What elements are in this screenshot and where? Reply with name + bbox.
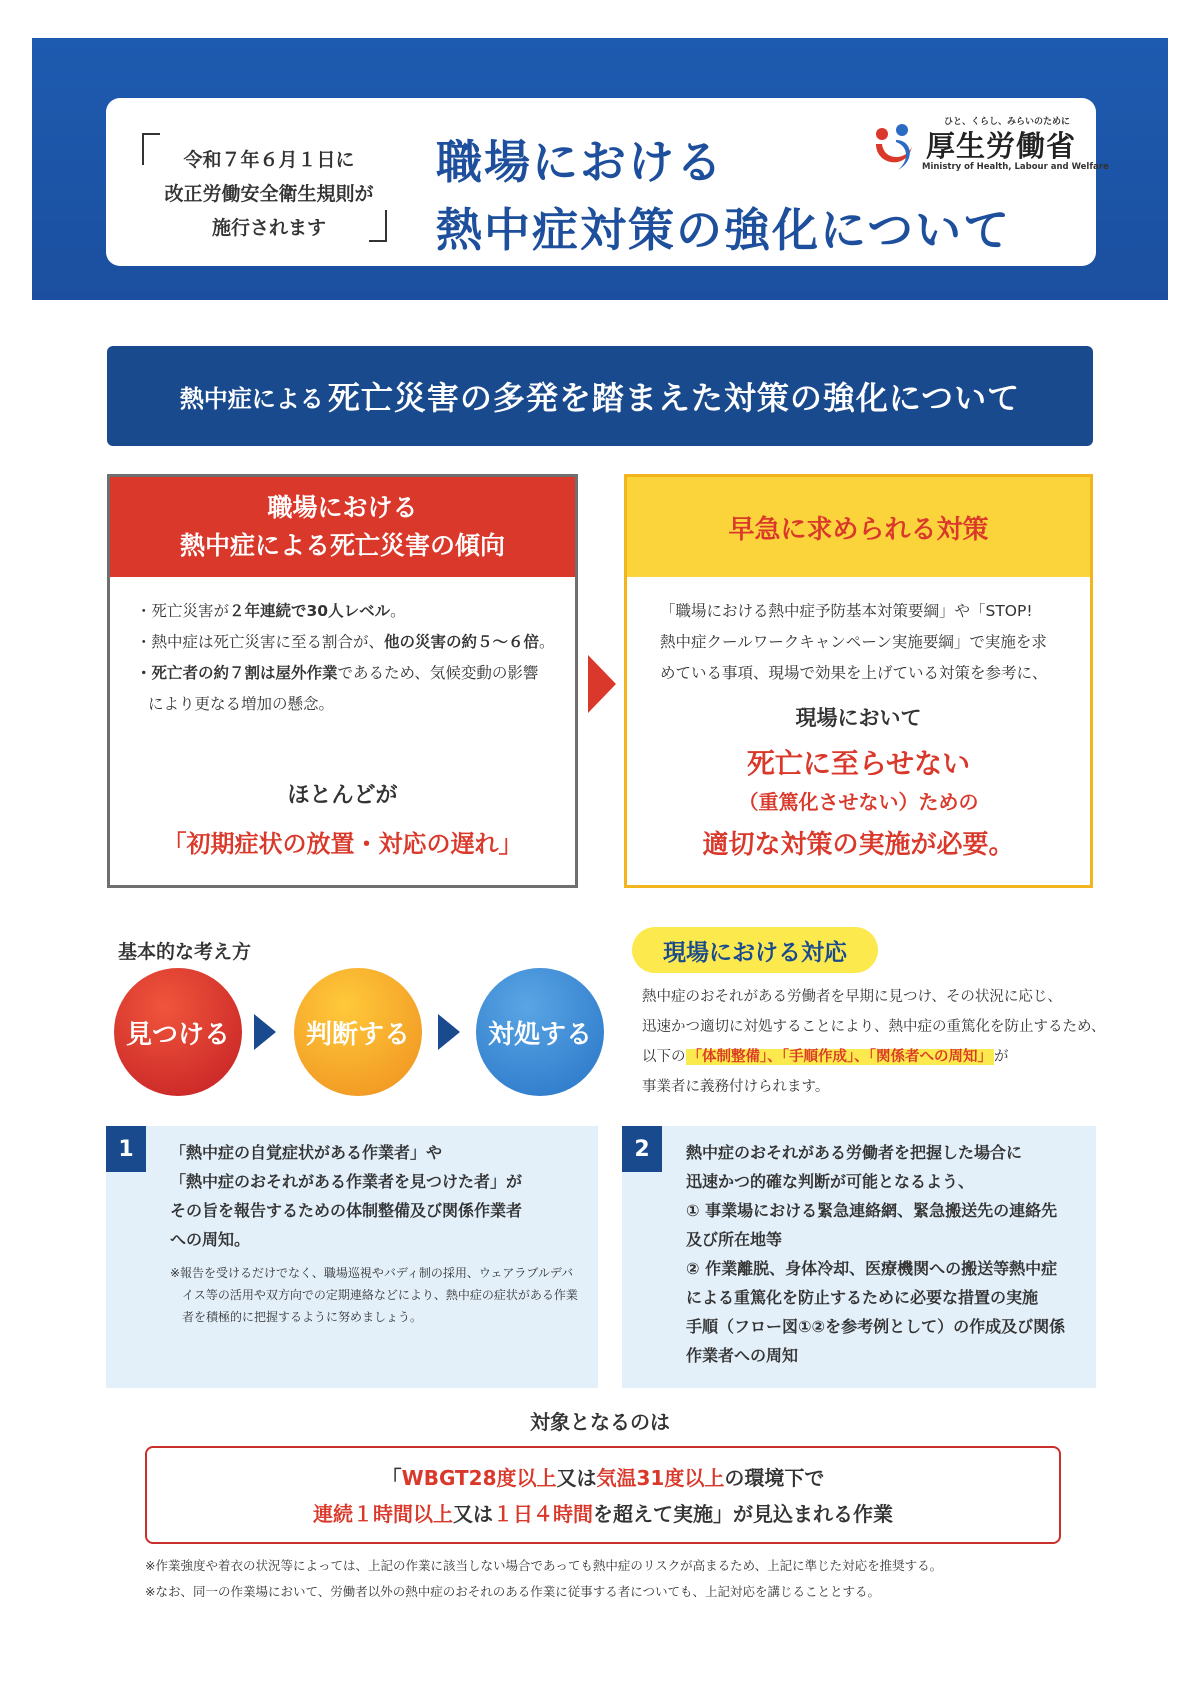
text: 。 [390, 602, 406, 620]
step-judge: 判断する [294, 968, 422, 1096]
text: の環境下で [724, 1466, 825, 1490]
effective-line-3: 施行されます [211, 217, 326, 239]
measures-strong-2: （重篤化させない）ための [738, 790, 979, 814]
arrow-right-icon [588, 655, 616, 713]
measures-line-3: めている事項、現場で効果を上げている対策を参考に、 [660, 664, 1048, 682]
trend-bullet-2 [136, 627, 566, 658]
basic-approach-label: 基本的な考え方 [118, 941, 252, 963]
panel-2-line: 作業者への周知 [686, 1346, 799, 1365]
text: ・熱中症は死亡災害に至る割合が、 [136, 633, 385, 651]
footnote-1: ※作業強度や着衣の状況等によっては、上記の作業に該当しない場合であっても熱中症のリスクが高まるため、上記に準じた対応を推奨する。 [145, 1558, 943, 1573]
onsite-line-4: 事業者に義務付けられます。 [642, 1079, 830, 1095]
panel-1-line: 「熱中症のおそれがある作業者を見つけた者」が [170, 1172, 523, 1191]
footnote-2: ※なお、同一の作業場において、労働者以外の熱中症のおそれのある作業に従事する者についても、上記対応を講じることとする。 [145, 1584, 880, 1599]
logo-english: Ministry of Health, Labour and Welfare [922, 162, 1109, 172]
highlight-duties: 「体制整備」、「手順作成」、「関係者への周知」 [687, 1049, 992, 1065]
target-line-1 [145, 1462, 1061, 1491]
onsite-line-1: 熱中症のおそれがある労働者を早期に見つけ、その状況に応じ、 [642, 989, 1062, 1005]
text: を超えて実施」が見込まれる作業 [593, 1502, 893, 1526]
measures-line-1: 「職場における熱中症予防基本対策要綱」や「STOP! [660, 602, 1033, 620]
target-line-2 [145, 1498, 1061, 1527]
trend-bullet-3-cont: により更なる増加の懸念。 [148, 695, 335, 713]
trend-heading [110, 477, 575, 577]
onsite-response-pill: 現場における対応 [632, 927, 878, 973]
effective-line-1: 令和７年６月１日に [183, 149, 355, 171]
emphasis: ・死亡者の約７割は屋外作業 [136, 664, 338, 682]
emphasis: ２年連続で30人レベル [229, 602, 391, 620]
logo-name: 厚生労働省 [926, 129, 1077, 163]
measures-strong-1: 死亡に至らせない [746, 747, 971, 780]
emphasis: 連続１時間以上 [313, 1502, 453, 1526]
trend-bullet-1 [136, 596, 566, 627]
step-find: 見つける [114, 968, 242, 1096]
text: 又は [556, 1466, 597, 1490]
panel-number-1: 1 [106, 1126, 146, 1172]
measures-line-2: 熱中症クールワークキャンペーン実施要綱」で実施を求 [660, 633, 1047, 651]
text: であるため、気候変動の影響 [337, 664, 539, 682]
onsite-line-2: 迅速かつ適切に対処することにより、熱中症の重篤化を防止するため、 [642, 1019, 1106, 1035]
target-box [145, 1446, 1061, 1544]
trend-note-lead: ほとんどが [287, 783, 398, 808]
text: が [994, 1049, 1009, 1065]
panel-2-line: 熱中症のおそれがある労働者を把握した場合に [686, 1143, 1023, 1162]
onsite-line-3 [642, 1042, 1112, 1072]
page-title [436, 128, 1011, 264]
text: 「 [381, 1466, 402, 1490]
panel-1-line: その旨を報告するための体制整備及び関係作業者 [170, 1201, 523, 1220]
trend-heading-line-2: 熱中症による死亡災害の傾向 [179, 531, 505, 560]
emphasis: １日４時間 [493, 1502, 593, 1526]
ministry-logo-icon [868, 120, 920, 176]
panel-2-line: による重篤化を防止するために必要な措置の実施 [686, 1288, 1039, 1307]
title-line-2: 熱中症対策の強化について [436, 203, 1012, 257]
title-line-1: 職場における [436, 135, 724, 189]
text: 又は [453, 1502, 493, 1526]
target-label: 対象となるのは [530, 1410, 670, 1434]
banner-prefix: 熱中症による [179, 384, 324, 413]
emphasis: WBGT28度以上 [401, 1466, 557, 1490]
measures-sub: 現場において [795, 706, 922, 730]
triangle-right-icon [254, 1014, 276, 1050]
panel-2-line: ② 作業離脱、身体冷却、医療機関への搬送等熱中症 [686, 1259, 1058, 1278]
logo-tagline: ひと、くらし、みらいのために [944, 117, 1071, 127]
measures-body [660, 596, 1070, 689]
trend-note-emphasis: 「初期症状の放置・対応の遅れ」 [162, 830, 523, 858]
trend-bullet-3 [136, 658, 566, 689]
panel-1-text [170, 1138, 590, 1254]
effective-line-2: 改正労働安全衛生規則が [164, 183, 374, 205]
section-banner [107, 346, 1093, 446]
effective-date-note [150, 143, 388, 245]
onsite-response-text [642, 982, 1112, 1102]
emphasis: 他の災害の約５～６倍 [384, 633, 540, 651]
panel-2-line: 及び所在地等 [686, 1230, 783, 1249]
measures-strong-3: 適切な対策の実施が必要。 [702, 830, 1015, 860]
step-respond: 対処する [476, 968, 604, 1096]
banner-main-text: 死亡災害の多発を踏まえた対策の強化について [327, 379, 1021, 417]
triangle-right-icon [438, 1014, 460, 1050]
panel-1-line: 「熱中症の自覚症状がある作業者」や [170, 1143, 443, 1162]
text: 。 [539, 633, 555, 651]
panel-number-2: 2 [622, 1126, 662, 1172]
panel-1-line: への周知。 [170, 1230, 251, 1249]
emphasis: 気温31度以上 [596, 1466, 725, 1490]
text: 以下の [642, 1049, 686, 1065]
measures-heading: 早急に求められる対策 [627, 477, 1090, 577]
panel-2-line: ① 事業場における緊急連絡網、緊急搬送先の連絡先 [686, 1201, 1058, 1220]
text: ・死亡災害が [136, 602, 230, 620]
panel-2-line: 手順（フロー図①②を参考例として）の作成及び関係 [686, 1317, 1066, 1336]
trend-heading-line-1: 職場における [267, 493, 418, 522]
panel-2-text [686, 1138, 1086, 1370]
panel-1-note: ※報告を受けるだけでなく、職場巡視やバディ制の採用、ウェアラブルデバイス等の活用や双方向での定期連絡などにより、熱中症の症状がある作業者を積極的に把握するように努めましょう。 [170, 1266, 578, 1324]
trend-bullets [136, 596, 566, 720]
panel-2-line: 迅速かつ的確な判断が可能となるよう、 [686, 1172, 975, 1191]
